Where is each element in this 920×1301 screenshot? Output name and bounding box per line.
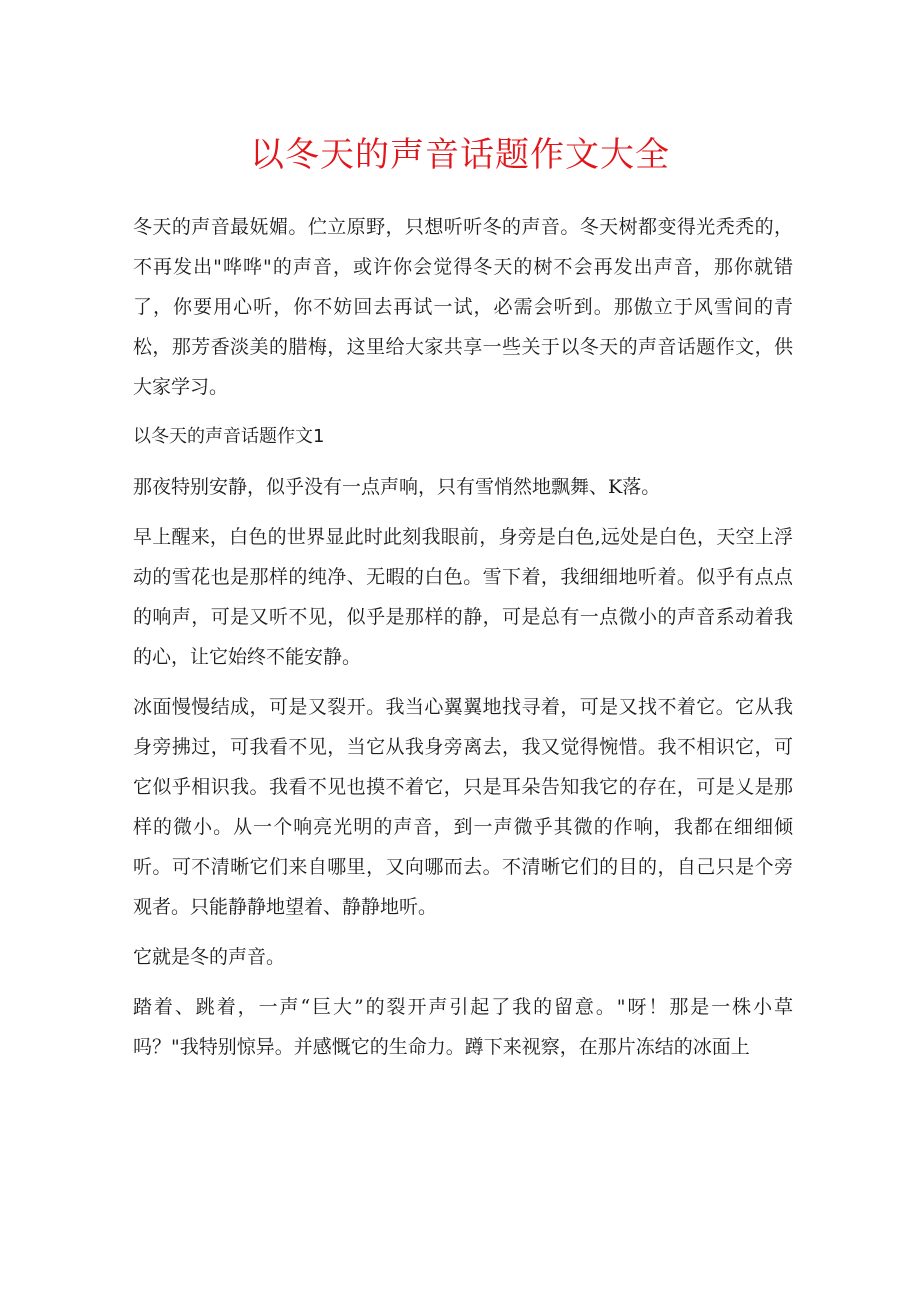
body-paragraph: 踏着、跳着，一声“巨大”的裂开声引起了我的留意。"呀！那是一株小草吗？"我特别惊异。并感慨它的生命力。蹲下来视察，在那片冻结的冰面上 — [133, 996, 793, 1058]
intro-paragraph: 冬天的声音最妩媚。伫立原野，只想听听冬的声音。冬天树都变得光秃秃的，不再发出"哗哗"的声音，或许你会觉得冬天的树不会再发出声音，那你就错了，你要用心听，你不妨回去再试一试，必需会听到。那傲立于风雪间的青松，那芳香淡美的腊梅，这里给大家共享一些关于以冬天的声音话题作文，供大家学习。 — [133, 216, 793, 398]
body-paragraph: 冰面慢慢结成，可是又裂开。我当心翼翼地找寻着，可是又找不着它。它从我身旁拂过，可我看不见，当它从我身旁离去，我又觉得惋惜。我不相识它，可它似乎相识我。我看不见也摸不着它，只是耳朵告知我它的存在，可是乂是那样的微小。从一个响亮光明的声音，到一声微乎其微的作响，我都在细细倾听。可不清晰它们来自哪里，又向哪而去。不清晰它们的目的，自己只是个旁观者。只能静静地望着、静静地听。 — [133, 696, 793, 918]
document-body — [133, 207, 793, 1077]
section-heading: 以冬天的声音话题作文1 — [133, 426, 325, 447]
body-paragraph: 它就是冬的声音。 — [133, 946, 286, 968]
document-title: 以冬天的声音话题作文大全 — [250, 135, 670, 175]
body-paragraph: 那夜特别安静，似乎没有一点声响，只有雪悄然地飘舞、K落。 — [133, 476, 661, 498]
body-paragraph: 早上醒来，白色的世界显此时此刻我眼前，身旁是白色,远处是白色，天空上浮动的雪花也是那样的纯净、无暇的白色。雪下着，我细细地听着。似乎有点点的响声，可是又听不见，似乎是那样的静，可是总有一点微小的声音系动着我的心，让它始终不能安静。 — [133, 526, 793, 668]
